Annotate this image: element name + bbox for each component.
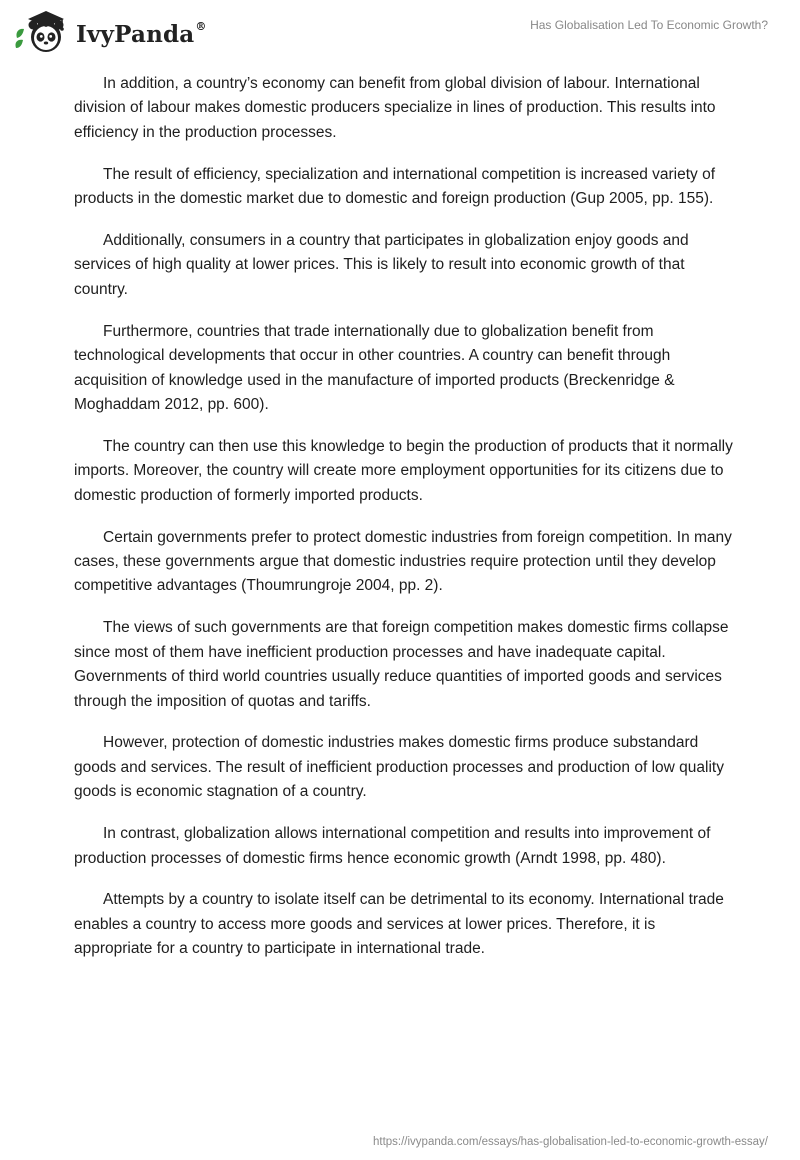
panda-logo-icon — [14, 8, 72, 56]
brand-name: IvyPanda® — [76, 19, 207, 48]
paragraph: Attempts by a country to isolate itself can be detrimental to its economy. International trade enables a country to access more goods and services at lower prices. Therefore, it is appropriate for a country to participate in international trade. — [74, 891, 724, 958]
paragraph: In contrast, globalization allows international competition and results into improvement of production processes of domestic firms hence economic growth (Arndt 1998, pp. 480). — [74, 825, 711, 867]
page-header — [0, 0, 800, 70]
paragraph: Certain governments prefer to protect domestic industries from foreign competition. In many cases, these governments argue that domestic industries require protection until they develop competitive advantages (Thoumrungroje 2004, pp. 2). — [74, 528, 732, 595]
paragraph: Additionally, consumers in a country that participates in globalization enjoy goods and services of high quality at lower prices. This is likely to result into economic growth of that country. — [74, 232, 689, 298]
paragraph: The views of such governments are that foreign competition makes domestic firms collapse since most of them have inefficient production processes and have inadequate capital. Governments of third world countries usually reduce quantities of imported goods and services through the imposition of quotas and tariffs. — [74, 619, 729, 710]
registered-mark: ® — [195, 19, 207, 33]
paragraph: Furthermore, countries that trade internationally due to globalization benefit from technological developments that occur in other countries. A country can benefit through acquisition of knowledge used in the manufacture of imported products (Breckenridge & Moghaddam 2012, pp. 600). — [74, 322, 675, 413]
document-title: Has Globalisation Led To Economic Growth? — [530, 18, 768, 32]
paragraph: The result of efficiency, specialization and international competition is increased variety of products in the domestic market due to domestic and foreign production (Gup 2005, pp. 155). — [74, 165, 716, 208]
paragraph: The country can then use this knowledge to begin the production of products that it normally imports. Moreover, the country will create more employment opportunities for its citizens due to domestic production of formerly imported products. — [74, 437, 733, 504]
paragraph: In addition, a country’s economy can benefit from global division of labour. International division of labour makes domestic producers specialize in lines of production. This results into efficiency in the production processes. — [74, 75, 716, 141]
essay-body — [74, 72, 734, 979]
source-url[interactable]: https://ivypanda.com/essays/has-globalisation-led-to-economic-growth-essay/ — [372, 1136, 768, 1148]
paragraph: However, protection of domestic industries makes domestic firms produce substandard goods and services. The result of inefficient production processes and production of low quality goods is economic stagnation of a country. — [74, 734, 724, 801]
ivypanda-logo[interactable] — [14, 8, 207, 56]
